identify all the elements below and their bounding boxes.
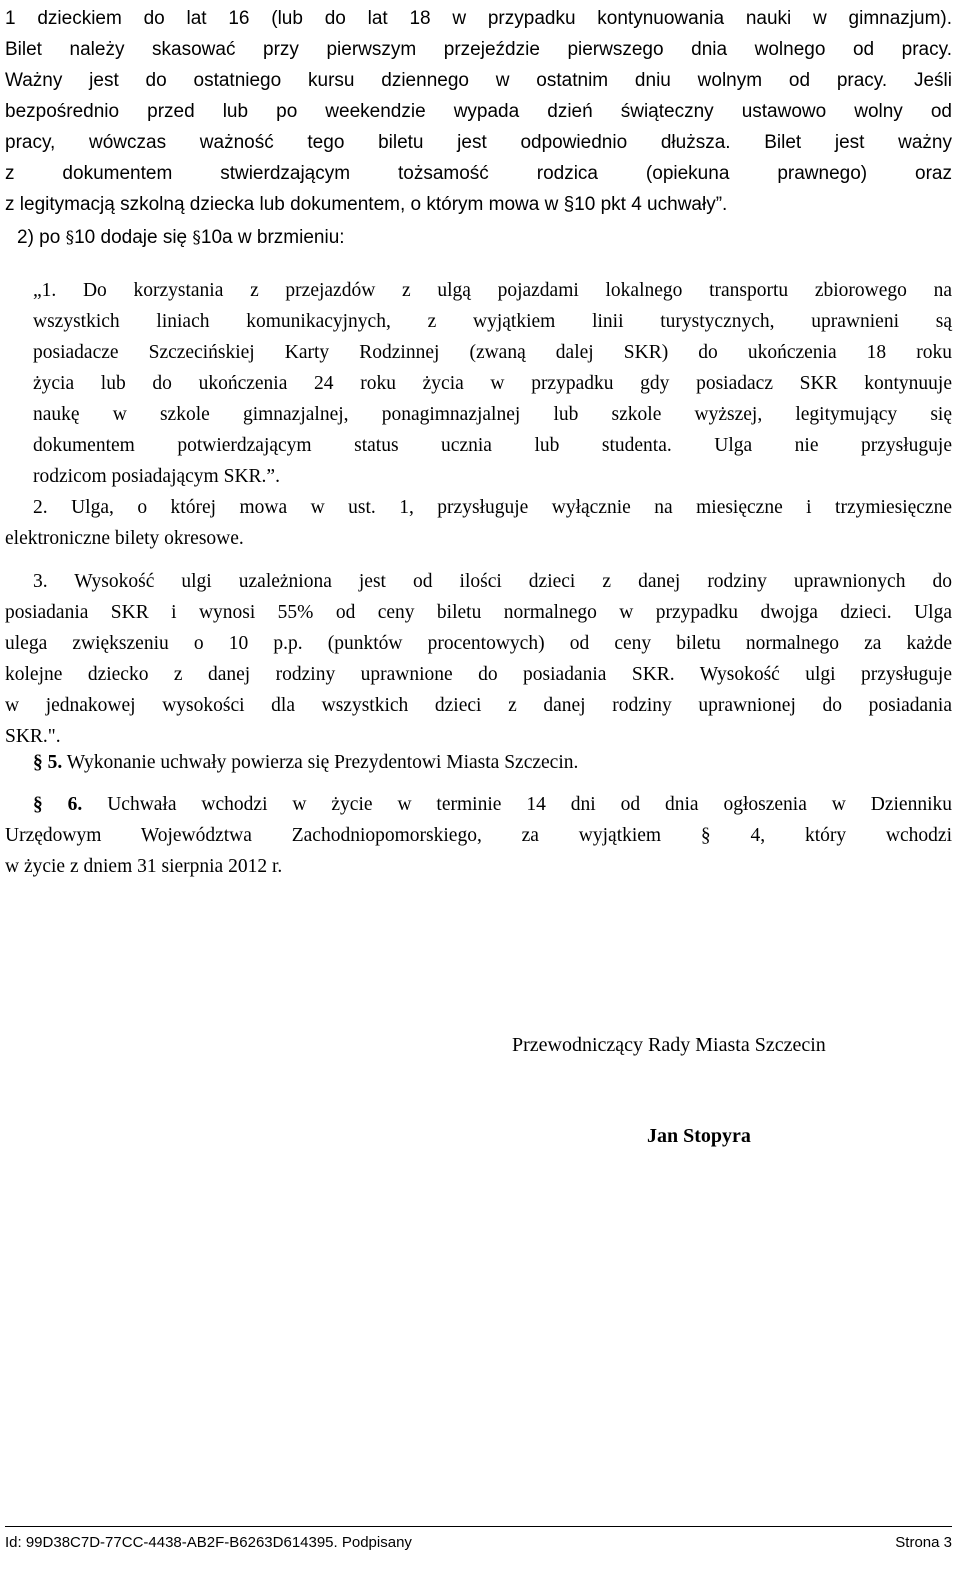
paragraph-ust-2 — [5, 492, 952, 554]
text-line: posiadania SKR i wynosi 55% od ceny biletu normalnego w przypadku dwojga dzieci. Ulga — [5, 602, 952, 623]
section-6 — [5, 789, 952, 882]
text-line: wszystkich liniach komunikacyjnych, z wyjątkiem linii turystycznych, uprawnieni są — [33, 311, 952, 332]
text-line: rodzicom posiadającym SKR.”. — [33, 466, 280, 487]
point-2-heading — [17, 222, 960, 253]
point-2-text: 10 dodaje się — [74, 227, 193, 248]
text-line: bezpośrednio przed lub po weekendzie wypada dzień świąteczny ustawowo wolny od — [5, 101, 952, 122]
top-paragraph — [5, 3, 952, 220]
text-line: życia lub do ukończenia 24 roku życia w przypadku gdy posiadacz SKR kontynuuje — [33, 373, 952, 394]
section-6-number: § 6. — [33, 794, 83, 815]
section-5-text: Wykonanie uchwały powierza się Prezydentowi Miasta Szczecin. — [62, 752, 579, 773]
section-6-text: Uchwała wchodzi w życie w terminie 14 dni od dnia ogłoszenia w Dzienniku — [82, 794, 952, 815]
text-line: w jednakowej wysokości dla wszystkich dzieci z danej rodziny uprawnionej do posiadania — [5, 695, 952, 716]
section-sign: § — [65, 228, 75, 248]
text-line: Urzędowym Województwa Zachodniopomorskiego, za wyjątkiem § 4, który wchodzi — [5, 825, 952, 846]
text-line: kolejne dziecko z danej rodziny uprawnione do posiadania SKR. Wysokość ulgi przysługuje — [5, 664, 952, 685]
text-line: „1. Do korzystania z przejazdów z ulgą pojazdami lokalnego transportu zbiorowego na — [33, 280, 952, 301]
paragraph-ust-3 — [5, 566, 952, 752]
section-5 — [33, 747, 952, 778]
page-number: Strona 3 — [895, 1534, 952, 1551]
text-line: z dokumentem stwierdzającym tożsamość rodzica (opiekuna prawnego) oraz — [5, 163, 952, 184]
text-line — [33, 747, 952, 778]
section-sign: § — [192, 228, 201, 248]
footer-id: Id: 99D38C7D-77CC-4438-AB2F-B6263D614395. Podpisany — [5, 1534, 412, 1551]
text-line: 1 dzieckiem do lat 16 (lub do lat 18 w przypadku kontynuowania nauki w gimnazjum). — [5, 8, 952, 29]
point-2-text: 10a w brzmieniu: — [200, 227, 345, 248]
text-line: dokumentem potwierdzającym status ucznia lub studenta. Ulga nie przysługuje — [33, 435, 952, 456]
signature-name: Jan Stopyra — [647, 1125, 751, 1147]
text-line: naukę w szkole gimnazjalnej, ponagimnazjalnej lub szkole wyższej, legitymujący się — [33, 404, 952, 425]
quoted-paragraph — [33, 275, 952, 492]
text-line: Bilet należy skasować przy pierwszym przejeździe pierwszego dnia wolnego od pracy. — [5, 39, 952, 60]
text-line: 3. Wysokość ulgi uzależniona jest od ilości dzieci z danej rodziny uprawnionych do — [33, 571, 952, 592]
footer-divider — [5, 1526, 952, 1527]
text-line: z legitymacją szkolną dziecka lub dokumentem, o którym mowa w §10 pkt 4 uchwały”. — [5, 194, 728, 215]
text-line — [5, 789, 952, 820]
signature-title: Przewodniczący Rady Miasta Szczecin — [512, 1034, 826, 1056]
text-line: SKR.". — [5, 726, 61, 747]
text-line: pracy, wówczas ważność tego biletu jest odpowiednio dłuższa. Bilet jest ważny — [5, 132, 952, 153]
point-2-text: 2) po — [17, 227, 66, 248]
text-line: Ważny jest do ostatniego kursu dziennego w ostatnim dniu wolnym od pracy. Jeśli — [5, 70, 952, 91]
text-line: 2. Ulga, o której mowa w ust. 1, przysługuje wyłącznie na miesięczne i trzymiesięczne — [33, 497, 952, 518]
text-line — [17, 222, 960, 253]
text-line: posiadacze Szczecińskiej Karty Rodzinnej (zwaną dalej SKR) do ukończenia 18 roku — [33, 342, 952, 363]
text-line: elektroniczne bilety okresowe. — [5, 528, 244, 549]
text-line: w życie z dniem 31 sierpnia 2012 r. — [5, 856, 283, 877]
section-5-number: § 5. — [33, 752, 63, 773]
text-line: ulega zwiększeniu o 10 p.p. (punktów procentowych) od ceny biletu normalnego za każde — [5, 633, 952, 654]
